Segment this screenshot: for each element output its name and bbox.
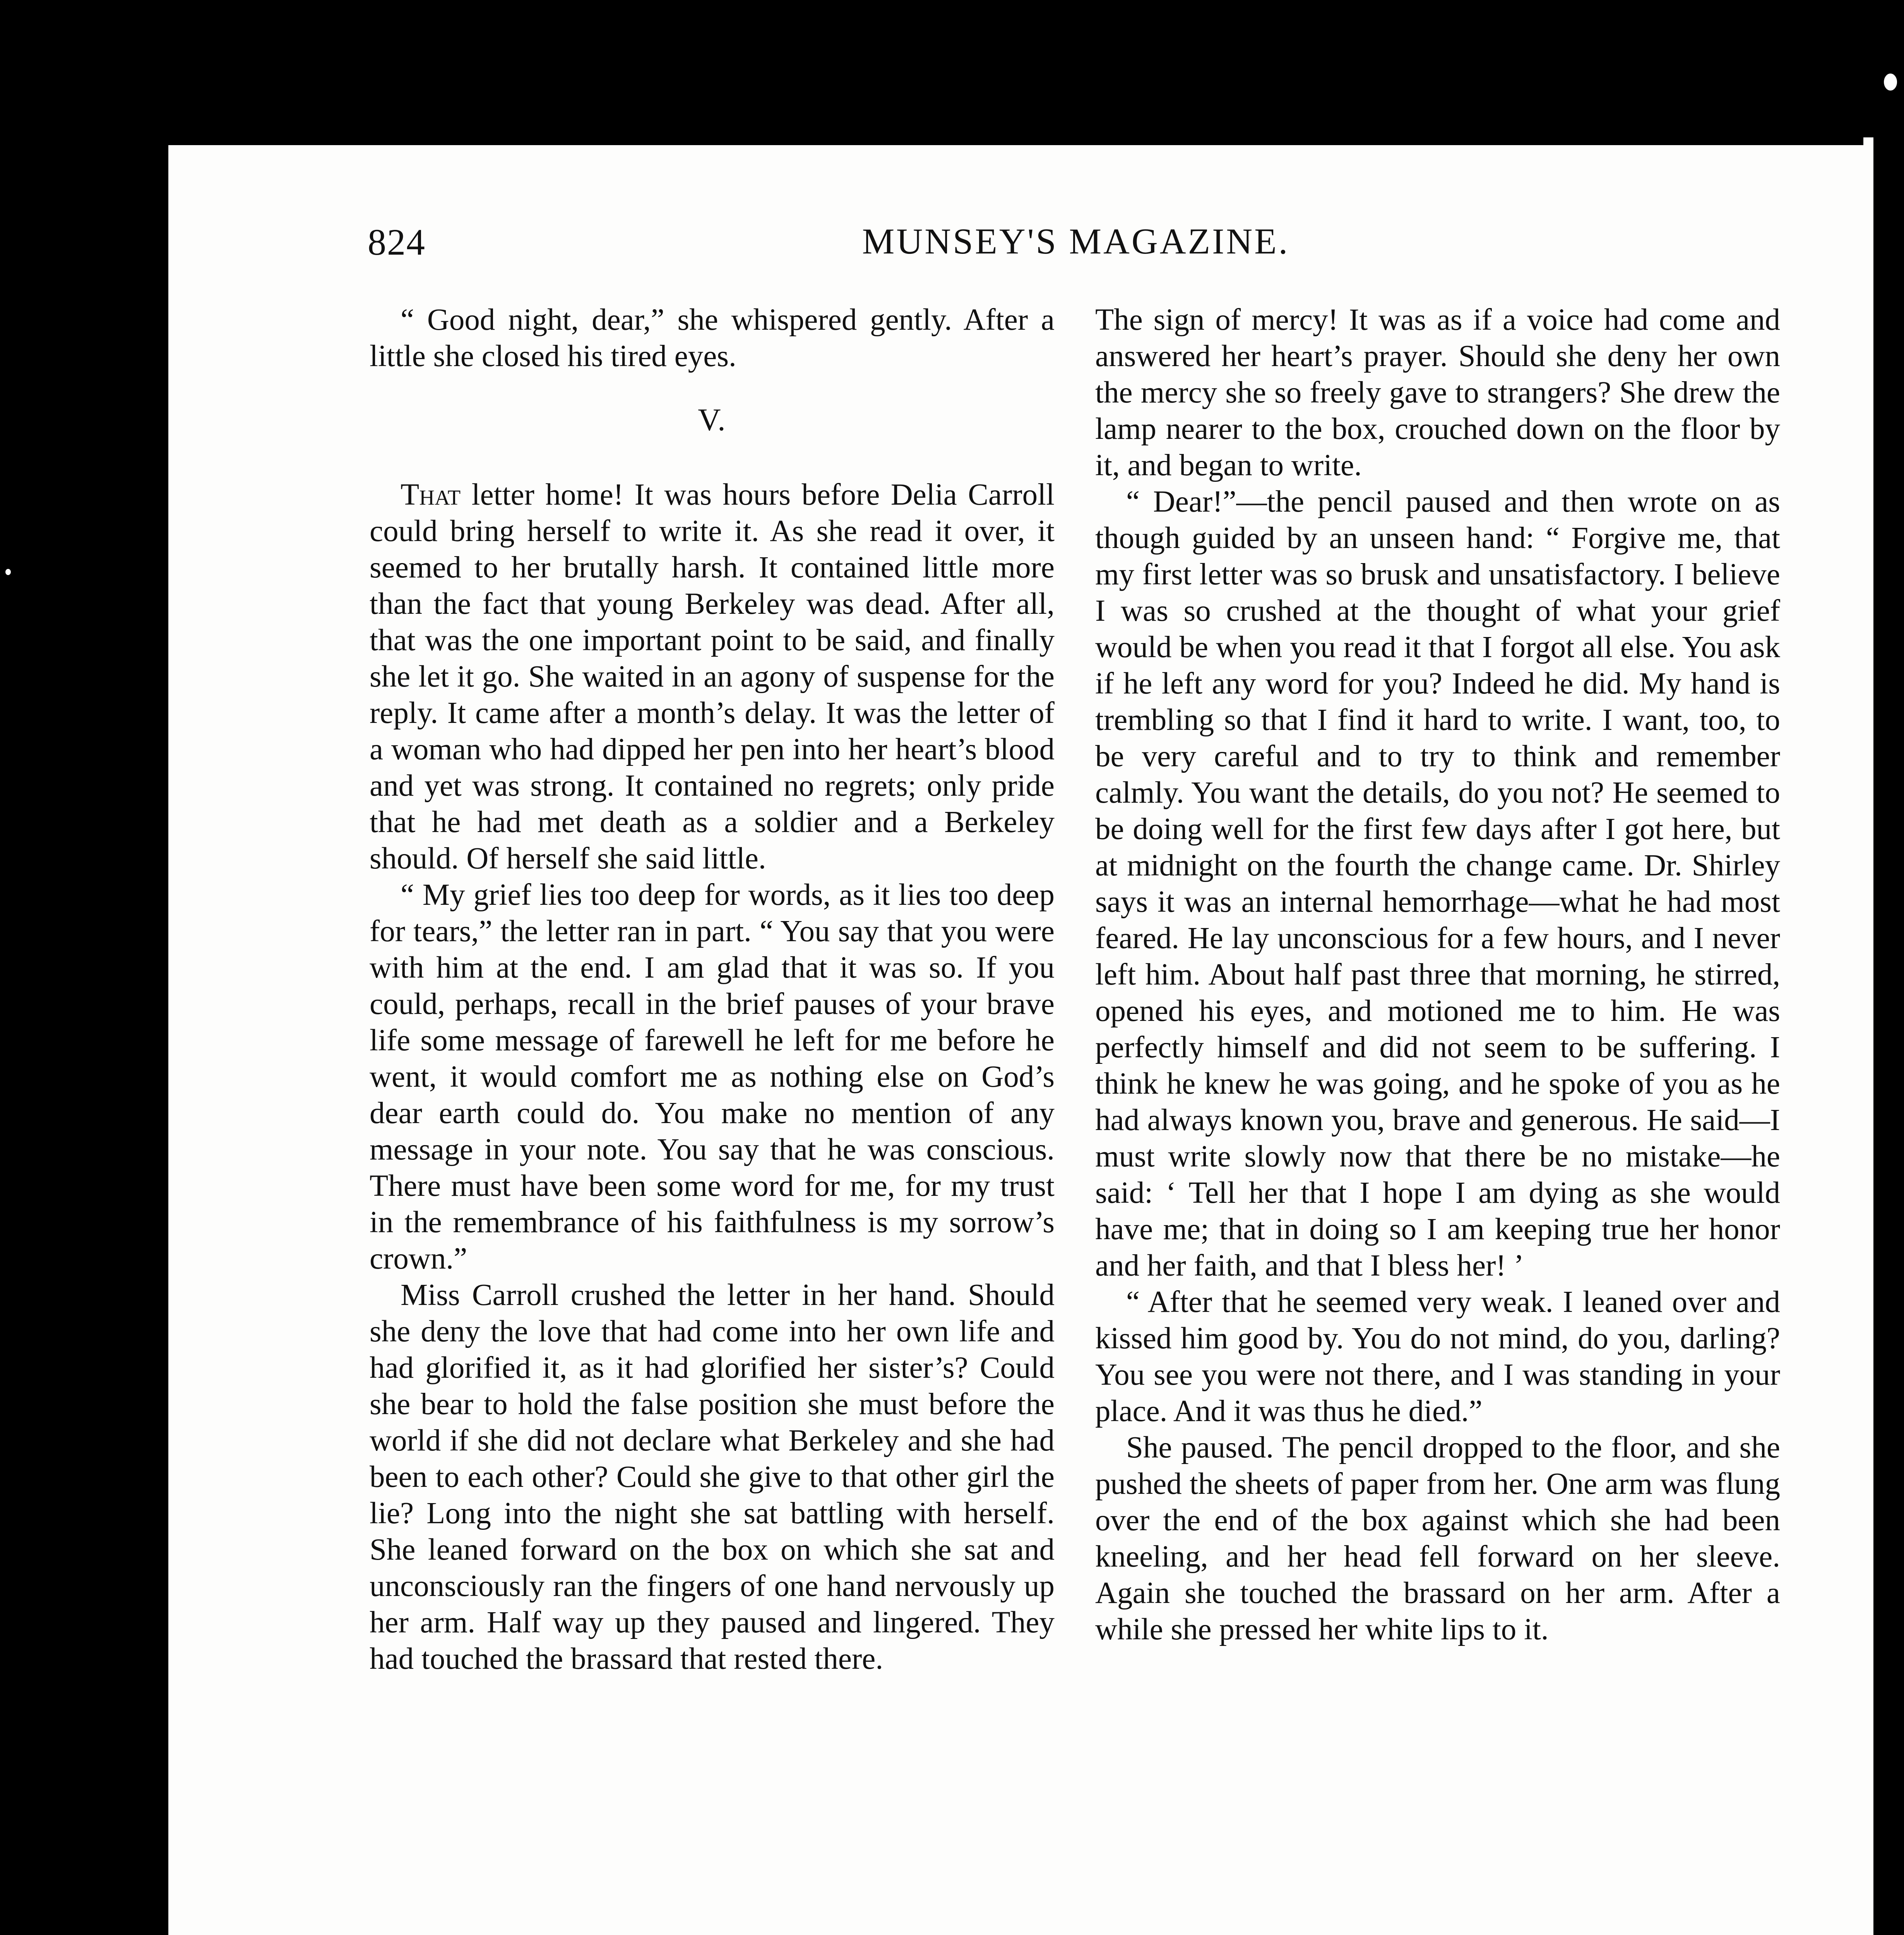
paragraph: She paused. The pencil dropped to the floor, and she pushed the sheets of paper from her. One arm was flung over the end of the box against which she had been kneeling, and her head fell forward on her sleeve. Again she touched the brassard on her arm. After a while she pressed her white lips to it. bbox=[1095, 1431, 1780, 1646]
paragraph: Miss Carroll crushed the letter in her hand. Should she deny the love that had come into her own life and had glorified it, as it had glorified her sister’s? Could she bear to hold the false position she must before the world if she did not declare what Berkeley and she had been to each other? Could she give to that other girl the lie? Long into the night she sat battling with herself. She leaned forward on the box on which she sat and unconsciously ran the fingers of one hand nervously up her arm. Half way up they paused and lingered. They had touched the brassard that rested there. bbox=[370, 1278, 1055, 1676]
paragraph: “ Dear!”—the pencil paused and then wrote on as though guided by an unseen hand: “ Forgive me, that my first letter was so brusk and unsatisfactory. I believe I was so crushed at the thought of what your grief would be when you read it that I forgot all else. You ask if he left any word for you? Indeed he did. My hand is trembling so that I find it hard to write. I want, too, to be very careful and to try to think and remember calmly. You want the details, do you not? He seemed to be doing well for the first few days after I got here, but at midnight on the fourth the change came. Dr. Shirley says it was an internal hemorrhage—what he had most feared. He lay unconscious for a few hours, and I never left him. About half past three that morning, he stirred, opened his eyes, and motioned me to him. He was perfectly himself and did not seem to be suffering. I think he knew he was going, and he spoke of you as he had always known you, brave and generous. He said—I must write slowly now that there be no mistake—he said: ‘ Tell her that I hope I am dying as she would have me; that in doing so I am keeping true her honor and her faith, and that I bless her! ’ bbox=[1095, 485, 1780, 1283]
paragraph: “ My grief lies too deep for words, as it lies too deep for tears,” the letter ran in part. “ You say that you were with him at the end. I am glad that it was so. If you could, perhaps, recall in the brief pauses of your brave life some message of farewell he left for me before he went, it would comfort me as nothing else on God’s dear earth could do. You make no mention of any message in your note. You say that he was conscious. There must have been some word for me, for my trust in the remembrance of his faithfulness is my sorrow’s crown.” bbox=[370, 878, 1055, 1276]
page-header bbox=[368, 221, 1784, 267]
section-heading: V. bbox=[698, 402, 726, 437]
paragraph: The sign of mercy! It was as if a voice had come and answered her heart’s prayer. Should she deny her own the mercy she so freely gave to strangers? She drew the lamp nearer to the box, crouched down on the floor by it, and began to write. bbox=[1095, 303, 1780, 482]
paragraph bbox=[370, 477, 1055, 877]
running-head: MUNSEY'S MAGAZINE. bbox=[862, 221, 1290, 262]
lead-word: That bbox=[401, 478, 461, 512]
page-number: 824 bbox=[368, 221, 426, 263]
scan-speck bbox=[5, 569, 11, 575]
scan-speck bbox=[1884, 74, 1897, 91]
paragraph-text: letter home! It was hours before Delia Carroll could bring herself to write it. As she read it over, it seemed to her brutally harsh. It contained little more than the fact that young Berkeley was dead. After all, that was the one important point to be said, and finally she let it go. She waited in an agony of suspense for the reply. It came after a month’s delay. It was the letter of a woman who had dipped her pen into her heart’s blood and yet was strong. It contained no regrets; only pride that he had met death as a soldier and a Berkeley should. Of herself she said little. bbox=[370, 478, 1055, 875]
opening-lines: “ Good night, dear,” she whispered gently. After a little she closed his tired eyes. bbox=[370, 303, 1055, 373]
right-column bbox=[1095, 302, 1780, 1648]
paragraph: “ After that he seemed very weak. I leaned over and kissed him good by. You do not mind, do you, darling? You see you were not there, and I was standing in your place. And it was thus he died.” bbox=[1095, 1285, 1780, 1428]
page-edge bbox=[1863, 137, 1873, 1935]
left-column bbox=[370, 302, 1055, 1677]
